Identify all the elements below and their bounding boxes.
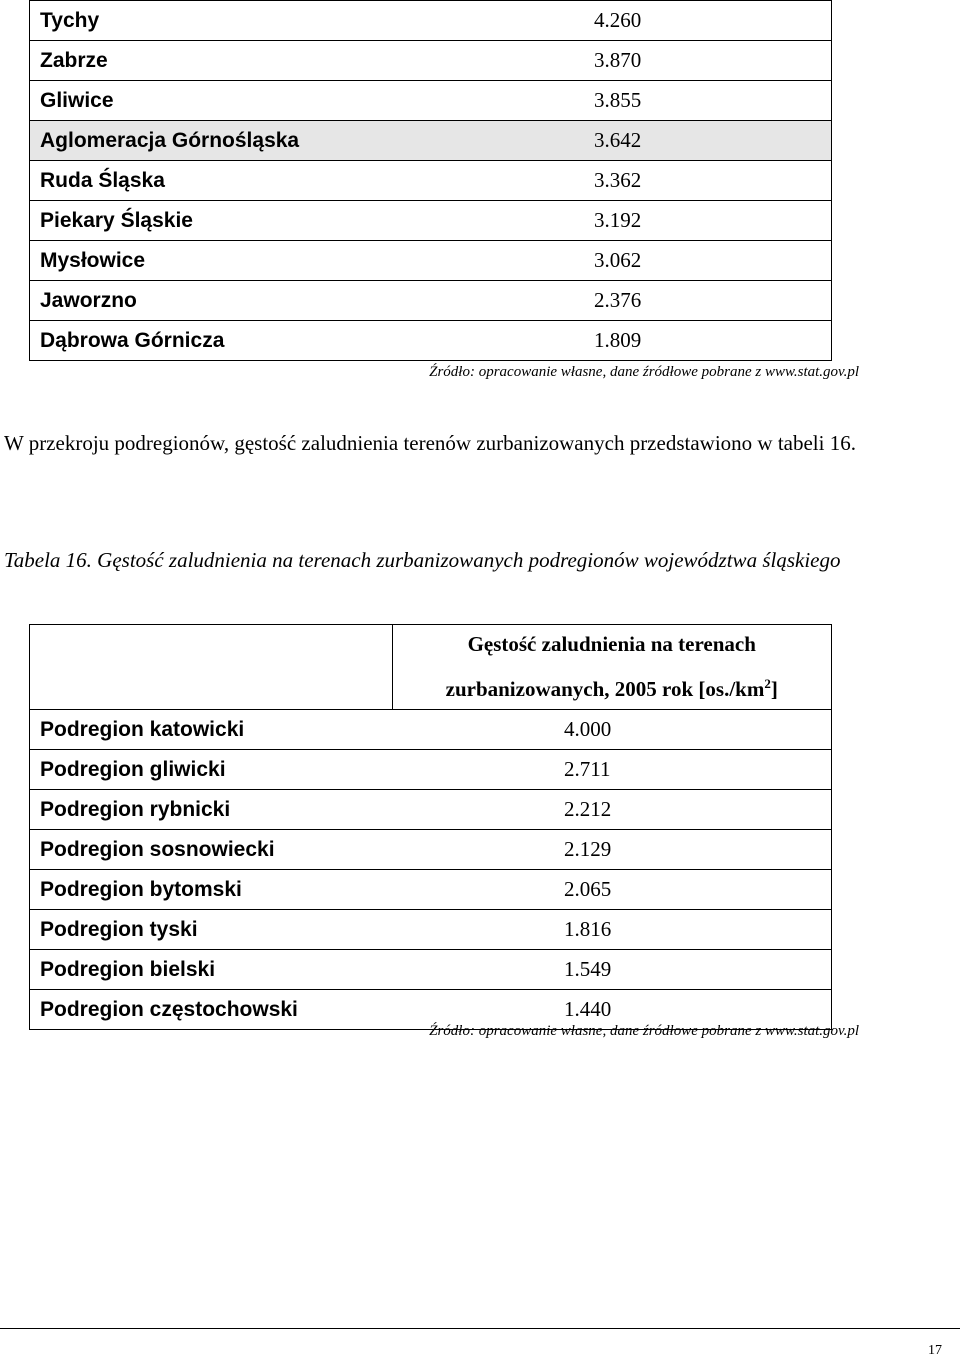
table-row (30, 950, 832, 990)
subregion-name-cell: Podregion katowicki (30, 710, 393, 750)
subregion-name-cell: Podregion tyski (30, 910, 393, 950)
density-value: 1.809 (594, 328, 642, 352)
footer-rule (0, 1328, 960, 1329)
density-value: 3.642 (594, 128, 642, 152)
city-name-cell: Aglomeracja Górnośląska (30, 121, 326, 161)
table-row (30, 41, 832, 81)
subregion-name-cell: Podregion gliwicki (30, 750, 393, 790)
density-value: 3.362 (594, 168, 642, 192)
density-value: 2.711 (564, 757, 611, 781)
density-value: 2.376 (594, 288, 642, 312)
density-value-cell (325, 81, 832, 121)
table-row (30, 910, 832, 950)
density-value-cell (392, 870, 832, 910)
density-value: 1.440 (564, 997, 612, 1021)
subregion-name-cell: Podregion częstochowski (30, 990, 393, 1030)
density-value-cell (325, 201, 832, 241)
density-value: 4.260 (594, 8, 642, 32)
header-line-2: zurbanizowanych, 2005 rok [os./km (445, 677, 765, 701)
table-row (30, 201, 832, 241)
density-value-cell (325, 161, 832, 201)
table-row (30, 1, 832, 41)
density-value: 3.192 (594, 208, 642, 232)
density-value: 3.062 (594, 248, 642, 272)
density-value-cell (392, 910, 832, 950)
city-name-cell: Gliwice (30, 81, 326, 121)
table-source-note: Źródło: opracowanie własne, dane źródłowe pobrane z www.stat.gov.pl (429, 364, 859, 380)
density-value-cell (392, 950, 832, 990)
density-value-cell (392, 790, 832, 830)
city-name-cell: Tychy (30, 1, 326, 41)
table-row (30, 710, 832, 750)
body-paragraph: W przekroju podregionów, gęstość zaludnienia terenów zurbanizowanych przedstawiono w tabeli 16. (4, 431, 856, 455)
density-value: 2.129 (564, 837, 612, 861)
table-row (30, 750, 832, 790)
density-value: 2.065 (564, 877, 612, 901)
density-value: 1.816 (564, 917, 612, 941)
density-value-cell (325, 241, 832, 281)
subregion-name-cell: Podregion sosnowiecki (30, 830, 393, 870)
density-value: 3.870 (594, 48, 642, 72)
density-value: 1.549 (564, 957, 612, 981)
subregion-density-table (29, 624, 832, 1030)
header-blank-cell (30, 625, 393, 710)
density-value: 4.000 (564, 717, 612, 741)
header-line-2-end: ] (770, 677, 778, 701)
header-cell (392, 625, 832, 710)
density-value-cell (325, 1, 832, 41)
city-name-cell: Dąbrowa Górnicza (30, 321, 326, 361)
table-row (30, 870, 832, 910)
density-value-cell (325, 321, 832, 361)
table-source-note: Źródło: opracowanie własne, dane źródłowe pobrane z www.stat.gov.pl (429, 1023, 859, 1039)
density-value: 2.212 (564, 797, 612, 821)
table-caption: Tabela 16. Gęstość zaludnienia na terenach zurbanizowanych podregionów województwa śląskiego (4, 548, 841, 572)
table-row (30, 790, 832, 830)
city-name-cell: Mysłowice (30, 241, 326, 281)
table-row (30, 830, 832, 870)
header-superscript: 2 (764, 676, 771, 691)
table-row (30, 161, 832, 201)
city-name-cell: Jaworzno (30, 281, 326, 321)
city-density-table (29, 0, 832, 361)
density-value-cell (392, 750, 832, 790)
subregion-name-cell: Podregion rybnicki (30, 790, 393, 830)
table-row (30, 321, 832, 361)
density-value-cell (325, 41, 832, 81)
table-row (30, 241, 832, 281)
density-value-cell (325, 121, 832, 161)
density-value-cell (392, 830, 832, 870)
city-name-cell: Zabrze (30, 41, 326, 81)
header-line-1: Gęstość zaludnienia na terenach (467, 632, 756, 656)
table-header-row (30, 625, 832, 710)
density-value-cell (325, 281, 832, 321)
table-row (30, 281, 832, 321)
density-value-cell (392, 710, 832, 750)
table-row (30, 121, 832, 161)
city-name-cell: Piekary Śląskie (30, 201, 326, 241)
page-number: 17 (928, 1343, 942, 1358)
table-row (30, 81, 832, 121)
subregion-name-cell: Podregion bytomski (30, 870, 393, 910)
density-value: 3.855 (594, 88, 642, 112)
subregion-name-cell: Podregion bielski (30, 950, 393, 990)
city-name-cell: Ruda Śląska (30, 161, 326, 201)
